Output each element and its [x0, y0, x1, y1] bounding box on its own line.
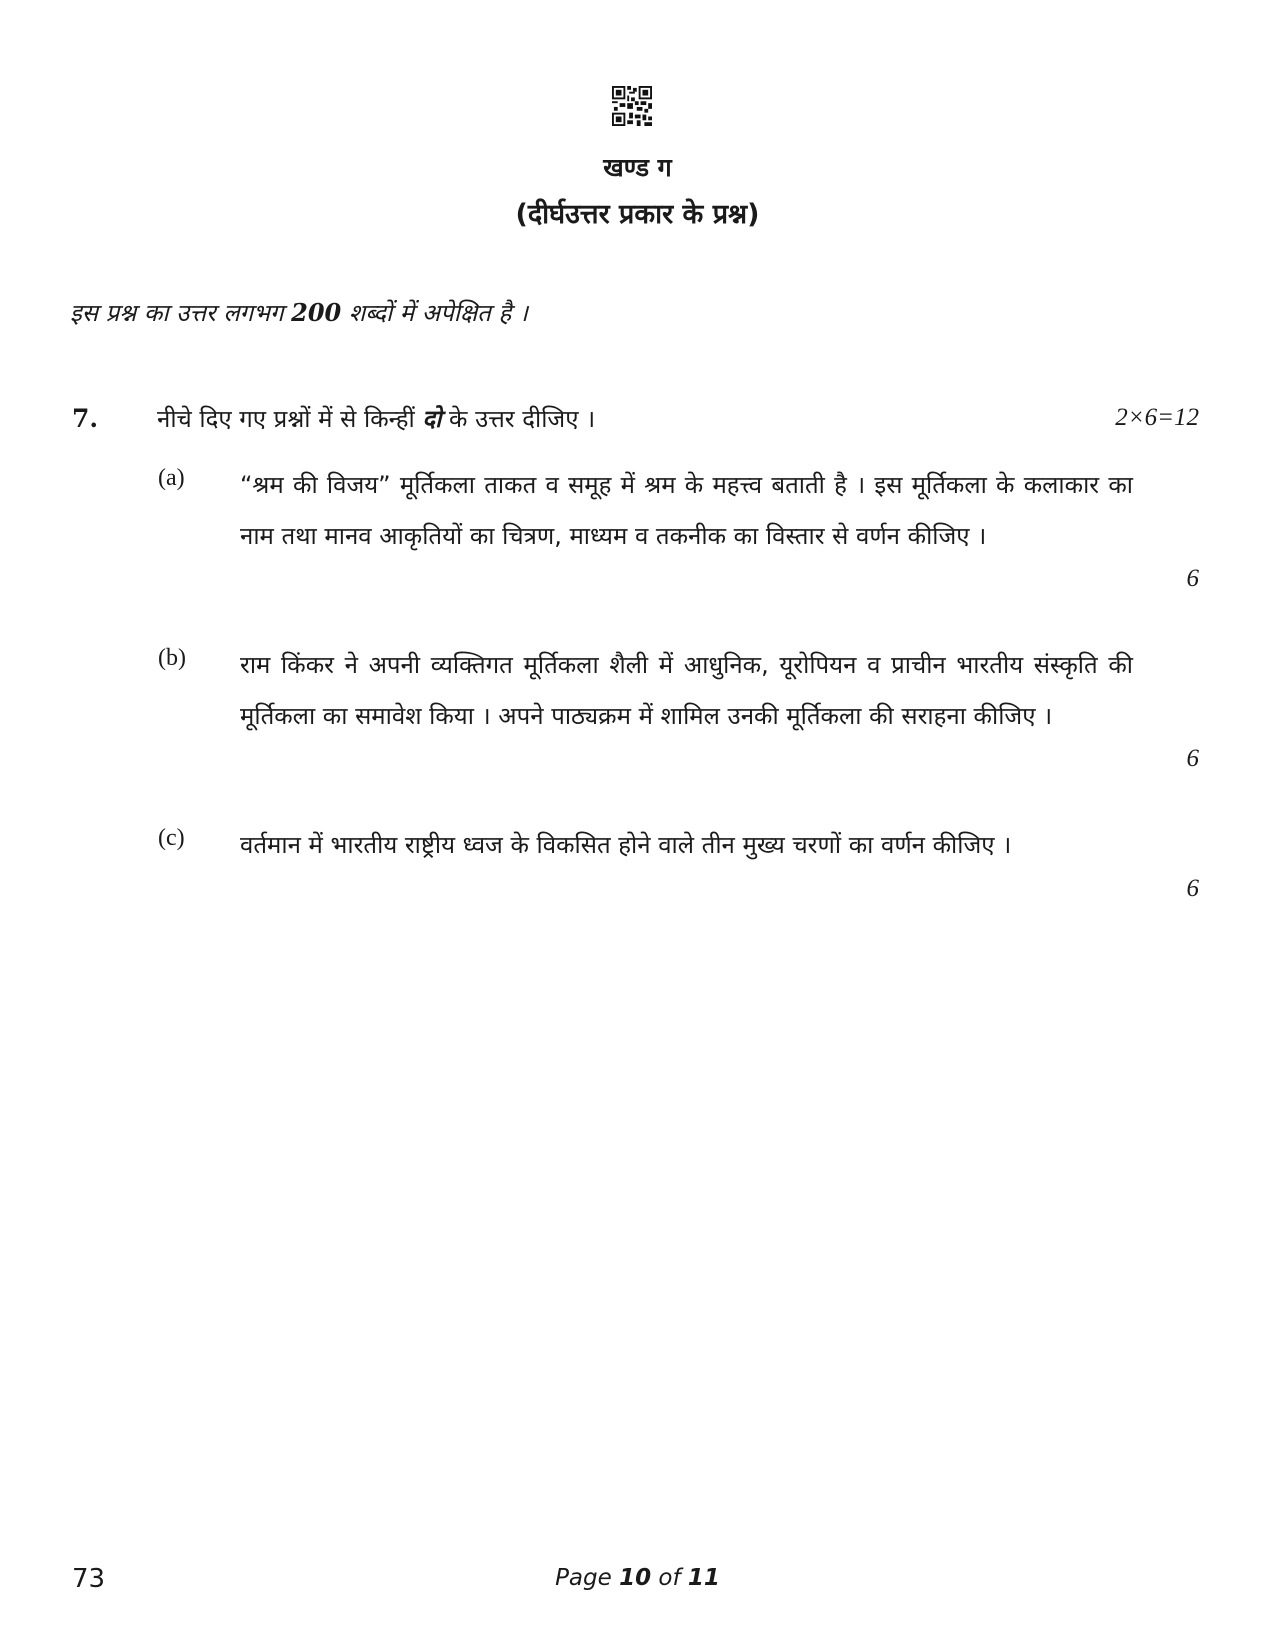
question-number: 7.: [72, 404, 99, 433]
instruction-after: शब्दों में अपेक्षित है ।: [341, 299, 528, 327]
part-text: वर्तमान में भारतीय राष्ट्रीय ध्वज के विकसित होने वाले तीन मुख्य चरणों का वर्णन कीजिए ।: [240, 831, 1012, 859]
part-marks: 6: [1186, 565, 1199, 592]
paper-code: 73: [72, 1564, 106, 1594]
question-text-emphasis: दो: [422, 405, 442, 433]
page-number: [0, 1565, 1275, 1591]
part-text: राम किंकर ने अपनी व्यक्तिगत मूर्तिकला शैली में आधुनिक, यूरोपियन व प्राचीन भारतीय संस्कृति की मूर्तिकला का समावेश किया । अपने पाठ्यक्रम में शामिल उनकी मूर्तिकला की सराहना कीजिए ।: [240, 651, 1133, 730]
part-label: (b): [158, 645, 186, 671]
question-text: [157, 402, 595, 435]
question-text-after: के उत्तर दीजिए ।: [441, 405, 596, 433]
part-label: (a): [158, 465, 185, 491]
page-prefix: Page: [555, 1565, 620, 1591]
part-text: “श्रम की विजय” मूर्तिकला ताकत व समूह में श्रम के महत्त्व बताती है । इस मूर्तिकला के कलाकार का नाम तथा मानव आकृतियों का चित्रण, माध्यम व तकनीक का विस्तार से वर्णन कीजिए ।: [240, 471, 1133, 550]
instruction-word-count: 200: [291, 298, 342, 327]
part-marks: 6: [1186, 875, 1199, 902]
instruction-text: [70, 296, 528, 329]
part-label: (c): [158, 825, 185, 851]
qr-code-icon: [612, 86, 652, 126]
part-marks: 6: [1186, 745, 1199, 772]
question-text-before: नीचे दिए गए प्रश्नों में से किन्हीं: [157, 405, 423, 433]
section-heading: खण्ड ग: [603, 153, 672, 182]
section-subtitle: (दीर्घउत्तर प्रकार के प्रश्न): [515, 199, 760, 230]
page-total: 11: [687, 1565, 720, 1591]
page-current: 10: [619, 1565, 652, 1591]
page-of: of: [651, 1565, 688, 1591]
question-marks: 2×6=12: [1115, 404, 1199, 431]
instruction-before: इस प्रश्न का उत्तर लगभग: [70, 299, 292, 327]
